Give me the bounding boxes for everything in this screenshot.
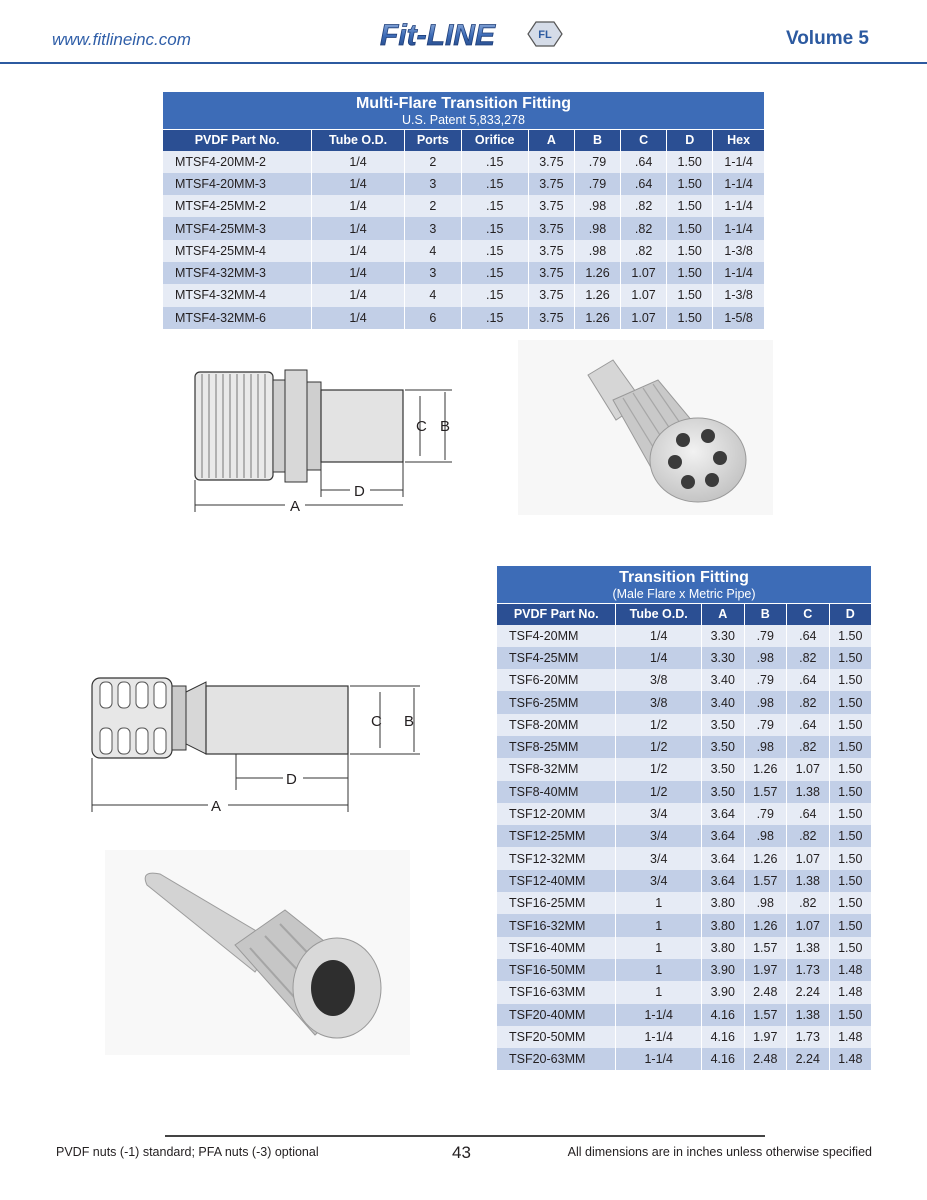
transition-cell: 1.50 xyxy=(829,647,871,669)
multi-flare-cell: .98 xyxy=(574,195,620,217)
multi-flare-cell: 1.50 xyxy=(667,151,713,173)
multi-flare-cell: MTSF4-32MM-4 xyxy=(163,284,312,306)
multi-flare-cell: .82 xyxy=(621,195,667,217)
transition-cell: 3.40 xyxy=(702,691,745,713)
transition-dim-label-d: D xyxy=(286,771,297,788)
transition-cell: 1.26 xyxy=(744,914,787,936)
transition-cell: TSF16-32MM xyxy=(497,914,616,936)
transition-cell: 3.50 xyxy=(702,714,745,736)
multi-flare-cell: 1/4 xyxy=(312,151,405,173)
transition-cell: 1.50 xyxy=(829,892,871,914)
transition-cell: 1.50 xyxy=(829,691,871,713)
transition-cell: TSF8-40MM xyxy=(497,781,616,803)
multi-flare-cell: 3 xyxy=(404,217,461,239)
multi-flare-cell: .15 xyxy=(461,240,528,262)
transition-cell: 1.50 xyxy=(829,825,871,847)
multi-flare-patent: U.S. Patent 5,833,278 xyxy=(401,113,525,127)
transition-cell: 1.38 xyxy=(787,781,830,803)
multi-flare-cell: .15 xyxy=(461,217,528,239)
multi-flare-cell: 1.50 xyxy=(667,195,713,217)
multi-flare-cell: 1-1/4 xyxy=(713,151,764,173)
multi-flare-table-row xyxy=(163,151,764,173)
transition-cell: 4.16 xyxy=(702,1048,745,1070)
multi-flare-table-row xyxy=(163,217,764,239)
transition-cell: 1.50 xyxy=(829,937,871,959)
multi-flare-cell: .82 xyxy=(621,217,667,239)
transition-cell: 2.48 xyxy=(744,1048,787,1070)
multi-flare-cell: 1/4 xyxy=(312,217,405,239)
multi-flare-cell: 1/4 xyxy=(312,307,405,329)
transition-cell: .79 xyxy=(744,803,787,825)
dim-label-c: C xyxy=(416,418,427,435)
transition-cell: 1.50 xyxy=(829,736,871,758)
transition-cell: .64 xyxy=(787,625,830,647)
transition-column-header: PVDF Part No. xyxy=(497,604,616,625)
multi-flare-cell: MTSF4-25MM-4 xyxy=(163,240,312,262)
thread-hex-section xyxy=(273,370,321,482)
transition-cell: 4.16 xyxy=(702,1026,745,1048)
transition-column-header: B xyxy=(744,604,787,625)
transition-table-row xyxy=(497,736,871,758)
transition-product-photo xyxy=(105,850,410,1055)
multi-flare-cell: MTSF4-25MM-3 xyxy=(163,217,312,239)
transition-cell: 1.50 xyxy=(829,847,871,869)
transition-cell: 2.24 xyxy=(787,1048,830,1070)
transition-cell: 3.80 xyxy=(702,892,745,914)
transition-cell: 1.48 xyxy=(829,1026,871,1048)
multi-flare-column-header: Orifice xyxy=(461,130,528,151)
transition-table-row xyxy=(497,669,871,691)
transition-cell: 1/4 xyxy=(616,625,702,647)
transition-cell: 1.50 xyxy=(829,669,871,691)
transition-table-row xyxy=(497,847,871,869)
transition-cell: 3.30 xyxy=(702,647,745,669)
transition-cell: TSF12-40MM xyxy=(497,870,616,892)
multi-flare-cell: 3.75 xyxy=(528,195,574,217)
transition-cell: 1.57 xyxy=(744,781,787,803)
transition-cell: 3.64 xyxy=(702,870,745,892)
multi-flare-cell: MTSF4-25MM-2 xyxy=(163,195,312,217)
transition-table-row xyxy=(497,1048,871,1070)
multi-flare-cell: .82 xyxy=(621,240,667,262)
multi-flare-cell: 1-1/4 xyxy=(713,262,764,284)
multi-flare-cell: 3.75 xyxy=(528,217,574,239)
multi-flare-cell: 4 xyxy=(404,284,461,306)
nut-body xyxy=(195,372,273,480)
multi-flare-dimension-drawing xyxy=(190,362,455,517)
transition-cell: .82 xyxy=(787,691,830,713)
multi-flare-cell: 1.50 xyxy=(667,240,713,262)
transition-table-row xyxy=(497,647,871,669)
transition-cell: 1.26 xyxy=(744,758,787,780)
transition-cell: 1.97 xyxy=(744,1026,787,1048)
logo-badge xyxy=(528,22,562,46)
multi-flare-cell: 1.07 xyxy=(621,284,667,306)
multi-flare-cell: 1.26 xyxy=(574,284,620,306)
logo-wordmark: Fit-LINE xyxy=(380,19,495,52)
multi-flare-cell: 1-3/8 xyxy=(713,240,764,262)
transition-table-row xyxy=(497,959,871,981)
multi-flare-column-header: D xyxy=(667,130,713,151)
transition-cell: 3.64 xyxy=(702,847,745,869)
transition-cell: 3.80 xyxy=(702,937,745,959)
transition-cell: 2.24 xyxy=(787,981,830,1003)
transition-cell: 1.50 xyxy=(829,781,871,803)
transition-cell: .98 xyxy=(744,647,787,669)
transition-cell: .64 xyxy=(787,714,830,736)
transition-cell: 1.48 xyxy=(829,959,871,981)
transition-dimension-drawing xyxy=(88,672,433,817)
transition-cell: 1 xyxy=(616,981,702,1003)
transition-cell: .82 xyxy=(787,647,830,669)
transition-cell: 1.38 xyxy=(787,1004,830,1026)
transition-cell: TSF20-50MM xyxy=(497,1026,616,1048)
transition-table-row xyxy=(497,714,871,736)
multi-flare-cell: 3 xyxy=(404,262,461,284)
transition-cell: TSF20-63MM xyxy=(497,1048,616,1070)
multi-flare-cell: 1.50 xyxy=(667,284,713,306)
transition-cell: 3.64 xyxy=(702,803,745,825)
transition-cell: 1.26 xyxy=(744,847,787,869)
multi-flare-cell: 3.75 xyxy=(528,284,574,306)
multi-flare-cell: 3.75 xyxy=(528,240,574,262)
transition-cell: 1.97 xyxy=(744,959,787,981)
multi-flare-cell: 1.50 xyxy=(667,307,713,329)
transition-cell: 1/2 xyxy=(616,758,702,780)
page-number: 43 xyxy=(452,1143,471,1162)
transition-cell: 1/2 xyxy=(616,781,702,803)
multi-flare-cell: 3 xyxy=(404,173,461,195)
transition-pipe xyxy=(206,686,348,754)
transition-table-row xyxy=(497,870,871,892)
multi-flare-cell: 1/4 xyxy=(312,173,405,195)
multi-flare-cell: .15 xyxy=(461,262,528,284)
transition-cell: TSF8-25MM xyxy=(497,736,616,758)
transition-cell: .98 xyxy=(744,736,787,758)
transition-cell: TSF8-20MM xyxy=(497,714,616,736)
transition-cell: 3.50 xyxy=(702,758,745,780)
transition-table-row xyxy=(497,1026,871,1048)
transition-cell: TSF16-25MM xyxy=(497,892,616,914)
multi-flare-column-header: PVDF Part No. xyxy=(163,130,312,151)
transition-cell: TSF12-32MM xyxy=(497,847,616,869)
transition-cell: 3/8 xyxy=(616,669,702,691)
multi-flare-cell: 1.26 xyxy=(574,262,620,284)
transition-cell: 1/2 xyxy=(616,736,702,758)
header-divider xyxy=(0,62,927,64)
transition-cell: .79 xyxy=(744,625,787,647)
dim-label-d: D xyxy=(354,483,365,500)
multi-flare-cell: .15 xyxy=(461,195,528,217)
multi-flare-cell: MTSF4-20MM-2 xyxy=(163,151,312,173)
transition-cell: TSF16-50MM xyxy=(497,959,616,981)
transition-cell: 1.73 xyxy=(787,1026,830,1048)
multi-flare-table xyxy=(163,92,764,329)
transition-cell: TSF4-25MM xyxy=(497,647,616,669)
transition-table-row xyxy=(497,803,871,825)
transition-subtitle: (Male Flare x Metric Pipe) xyxy=(612,587,756,601)
website-url: www.fitlineinc.com xyxy=(52,30,191,49)
multi-flare-column-header: C xyxy=(621,130,667,151)
transition-cell: 1.73 xyxy=(787,959,830,981)
transition-cell: 3/4 xyxy=(616,825,702,847)
multi-flare-cell: 1.07 xyxy=(621,262,667,284)
transition-cell: .98 xyxy=(744,892,787,914)
transition-cell: 1.38 xyxy=(787,870,830,892)
transition-cell: 3.90 xyxy=(702,959,745,981)
transition-table-row xyxy=(497,691,871,713)
transition-nut xyxy=(92,678,172,758)
transition-cell: TSF20-40MM xyxy=(497,1004,616,1026)
multi-flare-cell: 1.07 xyxy=(621,307,667,329)
multi-flare-cell: MTSF4-32MM-3 xyxy=(163,262,312,284)
multi-flare-column-header: A xyxy=(528,130,574,151)
transition-cell: .79 xyxy=(744,714,787,736)
multi-flare-table-row xyxy=(163,195,764,217)
multi-flare-column-header: Ports xyxy=(404,130,461,151)
transition-cell: 3/4 xyxy=(616,847,702,869)
transition-cell: 1 xyxy=(616,937,702,959)
transition-cell: 1.57 xyxy=(744,1004,787,1026)
transition-cell: 1.48 xyxy=(829,1048,871,1070)
transition-cell: 1.50 xyxy=(829,1004,871,1026)
dim-label-a: A xyxy=(290,498,301,515)
multi-flare-title-block xyxy=(163,92,764,130)
multi-flare-cell: .98 xyxy=(574,240,620,262)
transition-cell: 3.40 xyxy=(702,669,745,691)
multi-flare-cell: 4 xyxy=(404,240,461,262)
transition-header-row xyxy=(497,604,871,625)
transition-cell: 1 xyxy=(616,914,702,936)
multi-flare-cell: 2 xyxy=(404,195,461,217)
multi-flare-cell: .15 xyxy=(461,284,528,306)
transition-column-header: D xyxy=(829,604,871,625)
transition-title: Transition Fitting xyxy=(619,569,749,586)
multi-flare-cell: 1.50 xyxy=(667,217,713,239)
transition-dim-label-b: B xyxy=(404,713,415,730)
transition-cell: 1 xyxy=(616,959,702,981)
transition-cell: 3.90 xyxy=(702,981,745,1003)
transition-title-block xyxy=(497,566,871,604)
multi-flare-cell: 1-1/4 xyxy=(713,173,764,195)
transition-table-row xyxy=(497,625,871,647)
transition-table-row xyxy=(497,937,871,959)
multi-flare-header-row xyxy=(163,130,764,151)
transition-table-row xyxy=(497,981,871,1003)
multi-flare-cell: 1-1/4 xyxy=(713,195,764,217)
transition-cell: .64 xyxy=(787,803,830,825)
multi-flare-cell: .64 xyxy=(621,173,667,195)
svg-text:FL: FL xyxy=(538,29,552,41)
multi-flare-table-row xyxy=(163,173,764,195)
footer-divider xyxy=(165,1135,765,1137)
multi-flare-table-row xyxy=(163,284,764,306)
transition-cell: 1.50 xyxy=(829,714,871,736)
transition-cell: 3.64 xyxy=(702,825,745,847)
multi-flare-cell: 1/4 xyxy=(312,195,405,217)
transition-cell: 3.50 xyxy=(702,736,745,758)
multi-flare-cell: 6 xyxy=(404,307,461,329)
transition-table-row xyxy=(497,892,871,914)
transition-cell: .82 xyxy=(787,892,830,914)
transition-cell: 1/2 xyxy=(616,714,702,736)
volume-label: Volume 5 xyxy=(785,28,869,49)
transition-dim-label-a: A xyxy=(211,798,222,815)
multi-flare-cell: .64 xyxy=(621,151,667,173)
transition-table-row xyxy=(497,781,871,803)
transition-cell: .82 xyxy=(787,736,830,758)
transition-dim-label-c: C xyxy=(371,713,382,730)
footer-units-note: All dimensions are in inches unless otherwise specified xyxy=(567,1145,872,1159)
transition-cell: 1/4 xyxy=(616,647,702,669)
transition-column-header: A xyxy=(702,604,745,625)
multi-flare-table-row xyxy=(163,262,764,284)
multi-flare-cell: 1.26 xyxy=(574,307,620,329)
transition-cell: TSF6-25MM xyxy=(497,691,616,713)
multi-flare-cell: .15 xyxy=(461,151,528,173)
transition-cell: 1.57 xyxy=(744,937,787,959)
multi-flare-cell: 1.50 xyxy=(667,262,713,284)
transition-cell: .64 xyxy=(787,669,830,691)
transition-cell: 1 xyxy=(616,892,702,914)
transition-cell: 1.50 xyxy=(829,758,871,780)
pipe-section xyxy=(321,390,403,462)
transition-cell: TSF4-20MM xyxy=(497,625,616,647)
transition-cell: 1.50 xyxy=(829,914,871,936)
multi-flare-table-row xyxy=(163,307,764,329)
transition-cell: 1.48 xyxy=(829,981,871,1003)
transition-cell: TSF16-63MM xyxy=(497,981,616,1003)
transition-cell: 3/8 xyxy=(616,691,702,713)
footer-nut-note: PVDF nuts (-1) standard; PFA nuts (-3) optional xyxy=(56,1145,319,1159)
multi-flare-cell: .98 xyxy=(574,217,620,239)
transition-cell: 1.07 xyxy=(787,758,830,780)
transition-cell: .82 xyxy=(787,825,830,847)
multi-flare-product-photo xyxy=(518,340,773,515)
transition-cell: 3.50 xyxy=(702,781,745,803)
multi-flare-cell: 1/4 xyxy=(312,284,405,306)
multi-flare-cell: 1/4 xyxy=(312,240,405,262)
transition-column-header: Tube O.D. xyxy=(616,604,702,625)
transition-cell: 1.07 xyxy=(787,914,830,936)
transition-table-row xyxy=(497,914,871,936)
multi-flare-cell: .15 xyxy=(461,307,528,329)
multi-flare-cell: 3.75 xyxy=(528,151,574,173)
transition-cell: 2.48 xyxy=(744,981,787,1003)
transition-cell: 4.16 xyxy=(702,1004,745,1026)
transition-cell: .98 xyxy=(744,825,787,847)
transition-table-row xyxy=(497,825,871,847)
multi-flare-cell: 2 xyxy=(404,151,461,173)
transition-table xyxy=(497,566,871,1070)
transition-cell: 1.50 xyxy=(829,803,871,825)
transition-cell: 1-1/4 xyxy=(616,1026,702,1048)
transition-cell: TSF12-20MM xyxy=(497,803,616,825)
multi-flare-cell: 3.75 xyxy=(528,173,574,195)
multi-flare-column-header: B xyxy=(574,130,620,151)
transition-cell: 1.57 xyxy=(744,870,787,892)
transition-cell: 1-1/4 xyxy=(616,1048,702,1070)
multi-flare-cell: MTSF4-20MM-3 xyxy=(163,173,312,195)
multi-flare-cell: 3.75 xyxy=(528,262,574,284)
transition-cell: 3.30 xyxy=(702,625,745,647)
transition-cell: 1.07 xyxy=(787,847,830,869)
transition-cell: TSF6-20MM xyxy=(497,669,616,691)
transition-cell: 1.50 xyxy=(829,870,871,892)
transition-cell: TSF16-40MM xyxy=(497,937,616,959)
multi-flare-cell: 1.50 xyxy=(667,173,713,195)
multi-flare-table-row xyxy=(163,240,764,262)
multi-flare-cell: 1-1/4 xyxy=(713,217,764,239)
fitline-logo xyxy=(378,14,564,54)
transition-cell: TSF12-25MM xyxy=(497,825,616,847)
multi-flare-cell: 3.75 xyxy=(528,307,574,329)
transition-column-header: C xyxy=(787,604,830,625)
multi-flare-cell: 1-3/8 xyxy=(713,284,764,306)
transition-table-row xyxy=(497,1004,871,1026)
multi-flare-column-header: Hex xyxy=(713,130,764,151)
multi-flare-title: Multi-Flare Transition Fitting xyxy=(355,95,572,112)
transition-cell: 1.50 xyxy=(829,625,871,647)
multi-flare-cell: 1-5/8 xyxy=(713,307,764,329)
multi-flare-column-header: Tube O.D. xyxy=(312,130,405,151)
transition-cell: 1-1/4 xyxy=(616,1004,702,1026)
multi-flare-cell: .15 xyxy=(461,173,528,195)
transition-cell: 3/4 xyxy=(616,870,702,892)
transition-table-row xyxy=(497,758,871,780)
multi-flare-cell: MTSF4-32MM-6 xyxy=(163,307,312,329)
multi-flare-cell: .79 xyxy=(574,173,620,195)
dim-label-b: B xyxy=(440,418,451,435)
transition-cell: 3/4 xyxy=(616,803,702,825)
transition-cell: .79 xyxy=(744,669,787,691)
transition-cell: .98 xyxy=(744,691,787,713)
multi-flare-cell: 1/4 xyxy=(312,262,405,284)
transition-cell: 3.80 xyxy=(702,914,745,936)
transition-cell: TSF8-32MM xyxy=(497,758,616,780)
multi-flare-cell: .79 xyxy=(574,151,620,173)
transition-cell: 1.38 xyxy=(787,937,830,959)
